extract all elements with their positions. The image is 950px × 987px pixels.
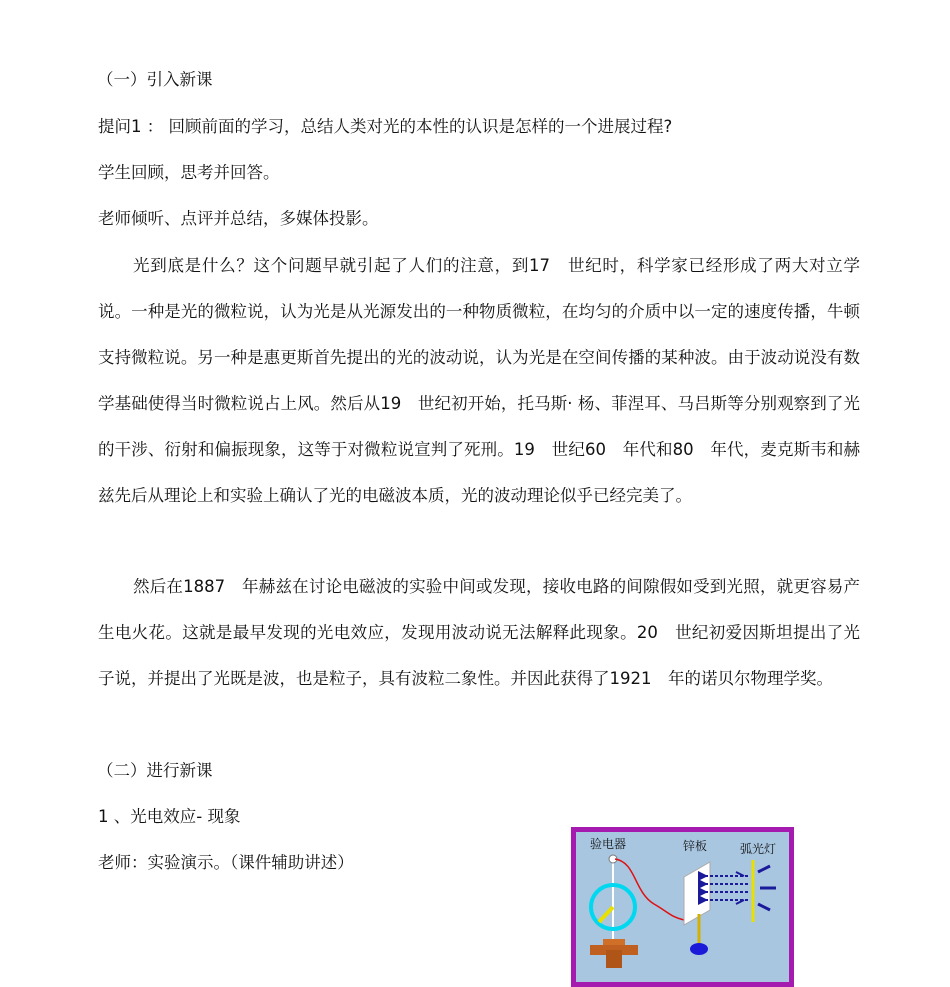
zinc-plate: [684, 862, 710, 925]
paragraph-photoelectric-discovery: 然后在1887 年赫兹在讨论电磁波的实验中间或发现，接收电路的间隙假如受到光照，就更容易产生电火花。这就是最早发现的光电效应，发现用波动说无法解释此现象。20 世纪初爱因斯坦提出了光子说，并提出了光既是波，也是粒子，具有波粒二象性。并因此获得了1921 年的诺贝尔物理学奖。: [98, 577, 860, 688]
photoelectric-experiment-figure: [571, 827, 794, 987]
question-1: 提问1 ： 回顾前面的学习，总结人类对光的本性的认识是怎样的一个进展过程?: [98, 117, 673, 136]
section1-heading: （一）引入新课: [97, 70, 213, 89]
arc-lamp-flare: [758, 866, 770, 872]
experiment-illustration: [576, 832, 789, 982]
zinc-plate-label: 锌板: [683, 839, 708, 853]
teacher-demo: 老师：实验演示。（课件辅助讲述）: [98, 853, 354, 872]
subsection-photoelectric-effect: 1 、光电效应- 现象: [98, 807, 241, 826]
arc-lamp-flare: [758, 904, 770, 910]
electroscope-leaf: [599, 907, 613, 922]
student-response: 学生回顾，思考并回答。: [98, 163, 280, 182]
electroscope-label: 验电器: [590, 837, 627, 851]
teacher-response: 老师倾听、点评并总结，多媒体投影。: [98, 209, 379, 228]
zinc-plate-base: [690, 943, 708, 955]
section2-heading: （二）进行新课: [97, 761, 213, 780]
arc-lamp-label: 弧光灯: [740, 842, 777, 856]
paragraph-light-history: 光到底是什么？这个问题早就引起了人们的注意，到17 世纪时，科学家已经形成了两大对立学说。一种是光的微粒说，认为光是从光源发出的一种物质微粒，在均匀的介质中以一定的速度传播，牛顿支持微粒说。另一种是惠更斯首先提出的光的波动说，认为光是在空间传播的某种波。由于波动说没有数学基础使得当时微粒说占上风。然后从19 世纪初开始，托马斯· 杨、菲涅耳、马吕斯等分别观察到了光的干涉、衍射和偏振现象，这等于对微粒说宣判了死刑。19 世纪60 年代和80 年代，麦克斯韦和赫兹先后从理论上和实验上确认了光的电磁波本质，光的波动理论似乎已经完美了。: [98, 256, 860, 505]
